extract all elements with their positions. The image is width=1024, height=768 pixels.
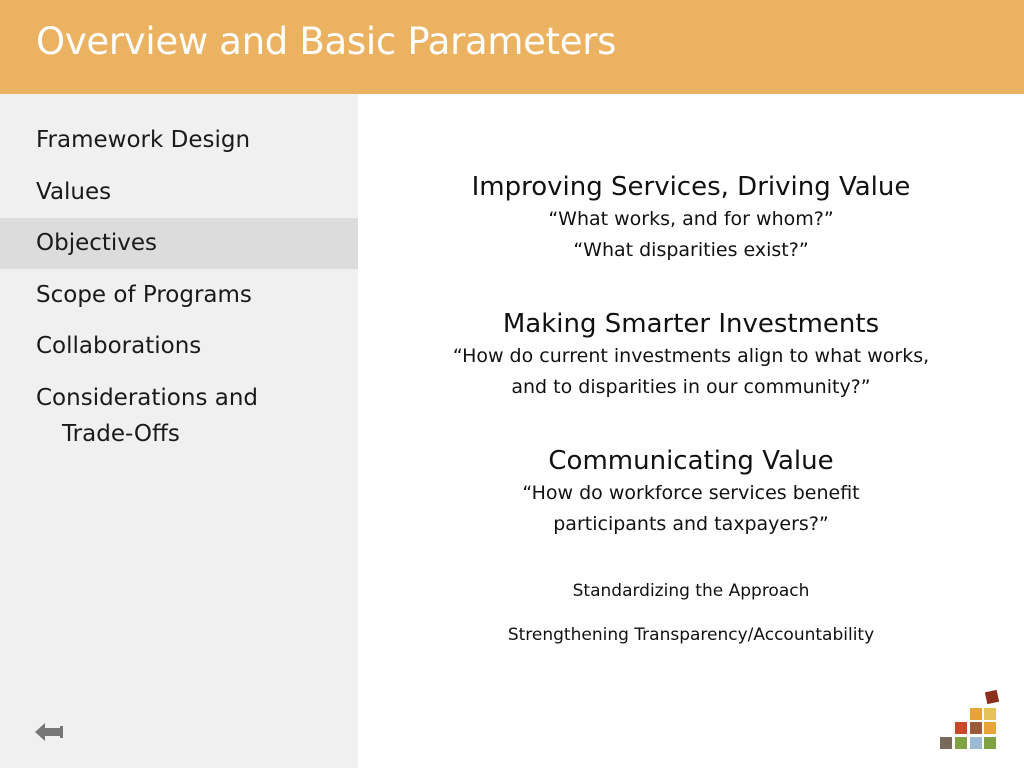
objective-1 [358, 170, 1024, 266]
extra-item-transparency: Strengthening Transparency/Accountability [507, 625, 875, 645]
sidebar-item-framework-design[interactable]: Framework Design [36, 127, 251, 153]
objective-title: Making Smarter Investments [502, 309, 880, 339]
objective-2 [358, 307, 1024, 403]
page-title: Overview and Basic Parameters [36, 20, 617, 63]
objective-quote: participants and taxpayers?” [553, 513, 829, 535]
pixel-blocks-logo-icon [936, 688, 1002, 752]
sidebar-item-considerations[interactable] [0, 380, 358, 452]
main-content [358, 94, 1024, 768]
objective-quote: and to disparities in our community?” [511, 376, 871, 398]
sidebar-item-objectives[interactable]: Objectives [0, 218, 358, 269]
sidebar-item-values[interactable]: Values [36, 179, 112, 205]
sidebar-item-collaborations[interactable]: Collaborations [36, 333, 202, 359]
objective-quote: “What disparities exist?” [573, 239, 809, 261]
back-arrow-icon [34, 718, 64, 746]
objective-quote: “How do current investments align to what works, [452, 345, 930, 367]
objective-quote: “How do workforce services benefit [522, 482, 860, 504]
objective-title: Communicating Value [548, 446, 834, 476]
sidebar-item-label: Considerations and [36, 385, 259, 411]
sidebar-item-scope-of-programs[interactable]: Scope of Programs [36, 282, 252, 308]
header-bar [0, 0, 1024, 94]
objective-3 [358, 444, 1024, 540]
objective-title: Improving Services, Driving Value [471, 172, 911, 202]
sidebar-item-label-line2: Trade-Offs [62, 421, 180, 447]
extra-item-standardizing: Standardizing the Approach [572, 581, 810, 601]
objective-quote: “What works, and for whom?” [548, 208, 834, 230]
back-button[interactable] [34, 718, 64, 746]
